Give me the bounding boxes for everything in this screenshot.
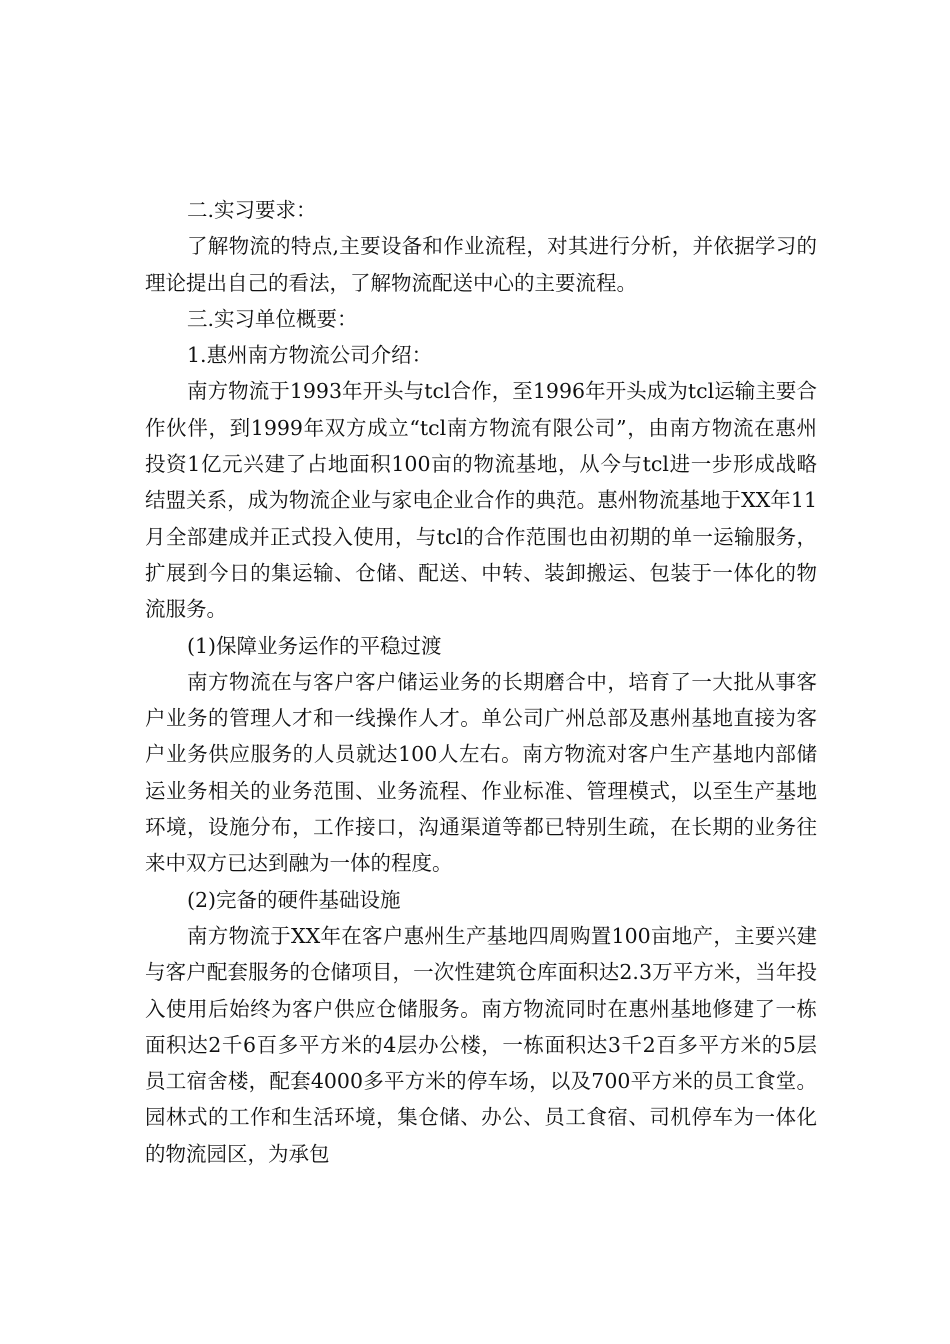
document-page [145,192,817,1172]
subheading-business-transition: (1)保障业务运作的平稳过渡 [187,633,442,658]
subheading-company-intro: 1.惠州南方物流公司介绍： [187,343,433,368]
subheading-infrastructure: (2)完备的硬件基础设施 [187,887,401,912]
company-intro-paragraph: 南方物流于1993年开头与tcl合作，至1996年开头成为tcl运输主要合作伙伴，到1999年双方成立“tcl南方物流有限公司”，由南方物流在惠州投资1亿元兴建了占地面积100亩的物流基地，从今与tcl进一步形成战略结盟关系，成为物流企业与家电企业合作的典范。惠州物流基地于XX年11月全部建成并正式投入使用，与tcl的合作范围也由初期的单一运输服务，扩展到今日的集运输、仓储、配送、中转、装卸搬运、包装于一体化的物流服务。 [145,379,817,622]
section-heading-unit-overview: 三.实习单位概要： [187,306,358,331]
section-heading-requirements: 二.实习要求： [187,198,317,222]
requirements-paragraph: 了解物流的特点,主要设备和作业流程，对其进行分析，并依据学习的理论提出自己的看法，了解物流配送中心的主要流程。 [145,234,817,295]
infrastructure-paragraph: 南方物流于XX年在客户惠州生产基地四周购置100亩地产，主要兴建与客户配套服务的仓储项目，一次性建筑仓库面积达2.3万平方米，当年投入使用后始终为客户供应仓储服务。南方物流同时在惠州基地修建了一栋面积达2千6百多平方米的4层办公楼，一栋面积达3千2百多平方米的5层员工宿舍楼，配套4000多平方米的停车场，以及700平方米的员工食堂。园林式的工作和生活环境，集仓储、办公、员工食宿、司机停车为一体化的物流园区，为承包 [145,923,817,1166]
business-transition-paragraph: 南方物流在与客户客户储运业务的长期磨合中，培育了一大批从事客户业务的管理人才和一线操作人才。单公司广州总部及惠州基地直接为客户业务供应服务的人员就达100人左右。南方物流对客户生产基地内部储运业务相关的业务范围、业务流程、作业标准、管理模式，以至生产基地环境，设施分布，工作接口，沟通渠道等都已特别生疏，在长期的业务往来中双方已达到融为一体的程度。 [145,669,817,876]
